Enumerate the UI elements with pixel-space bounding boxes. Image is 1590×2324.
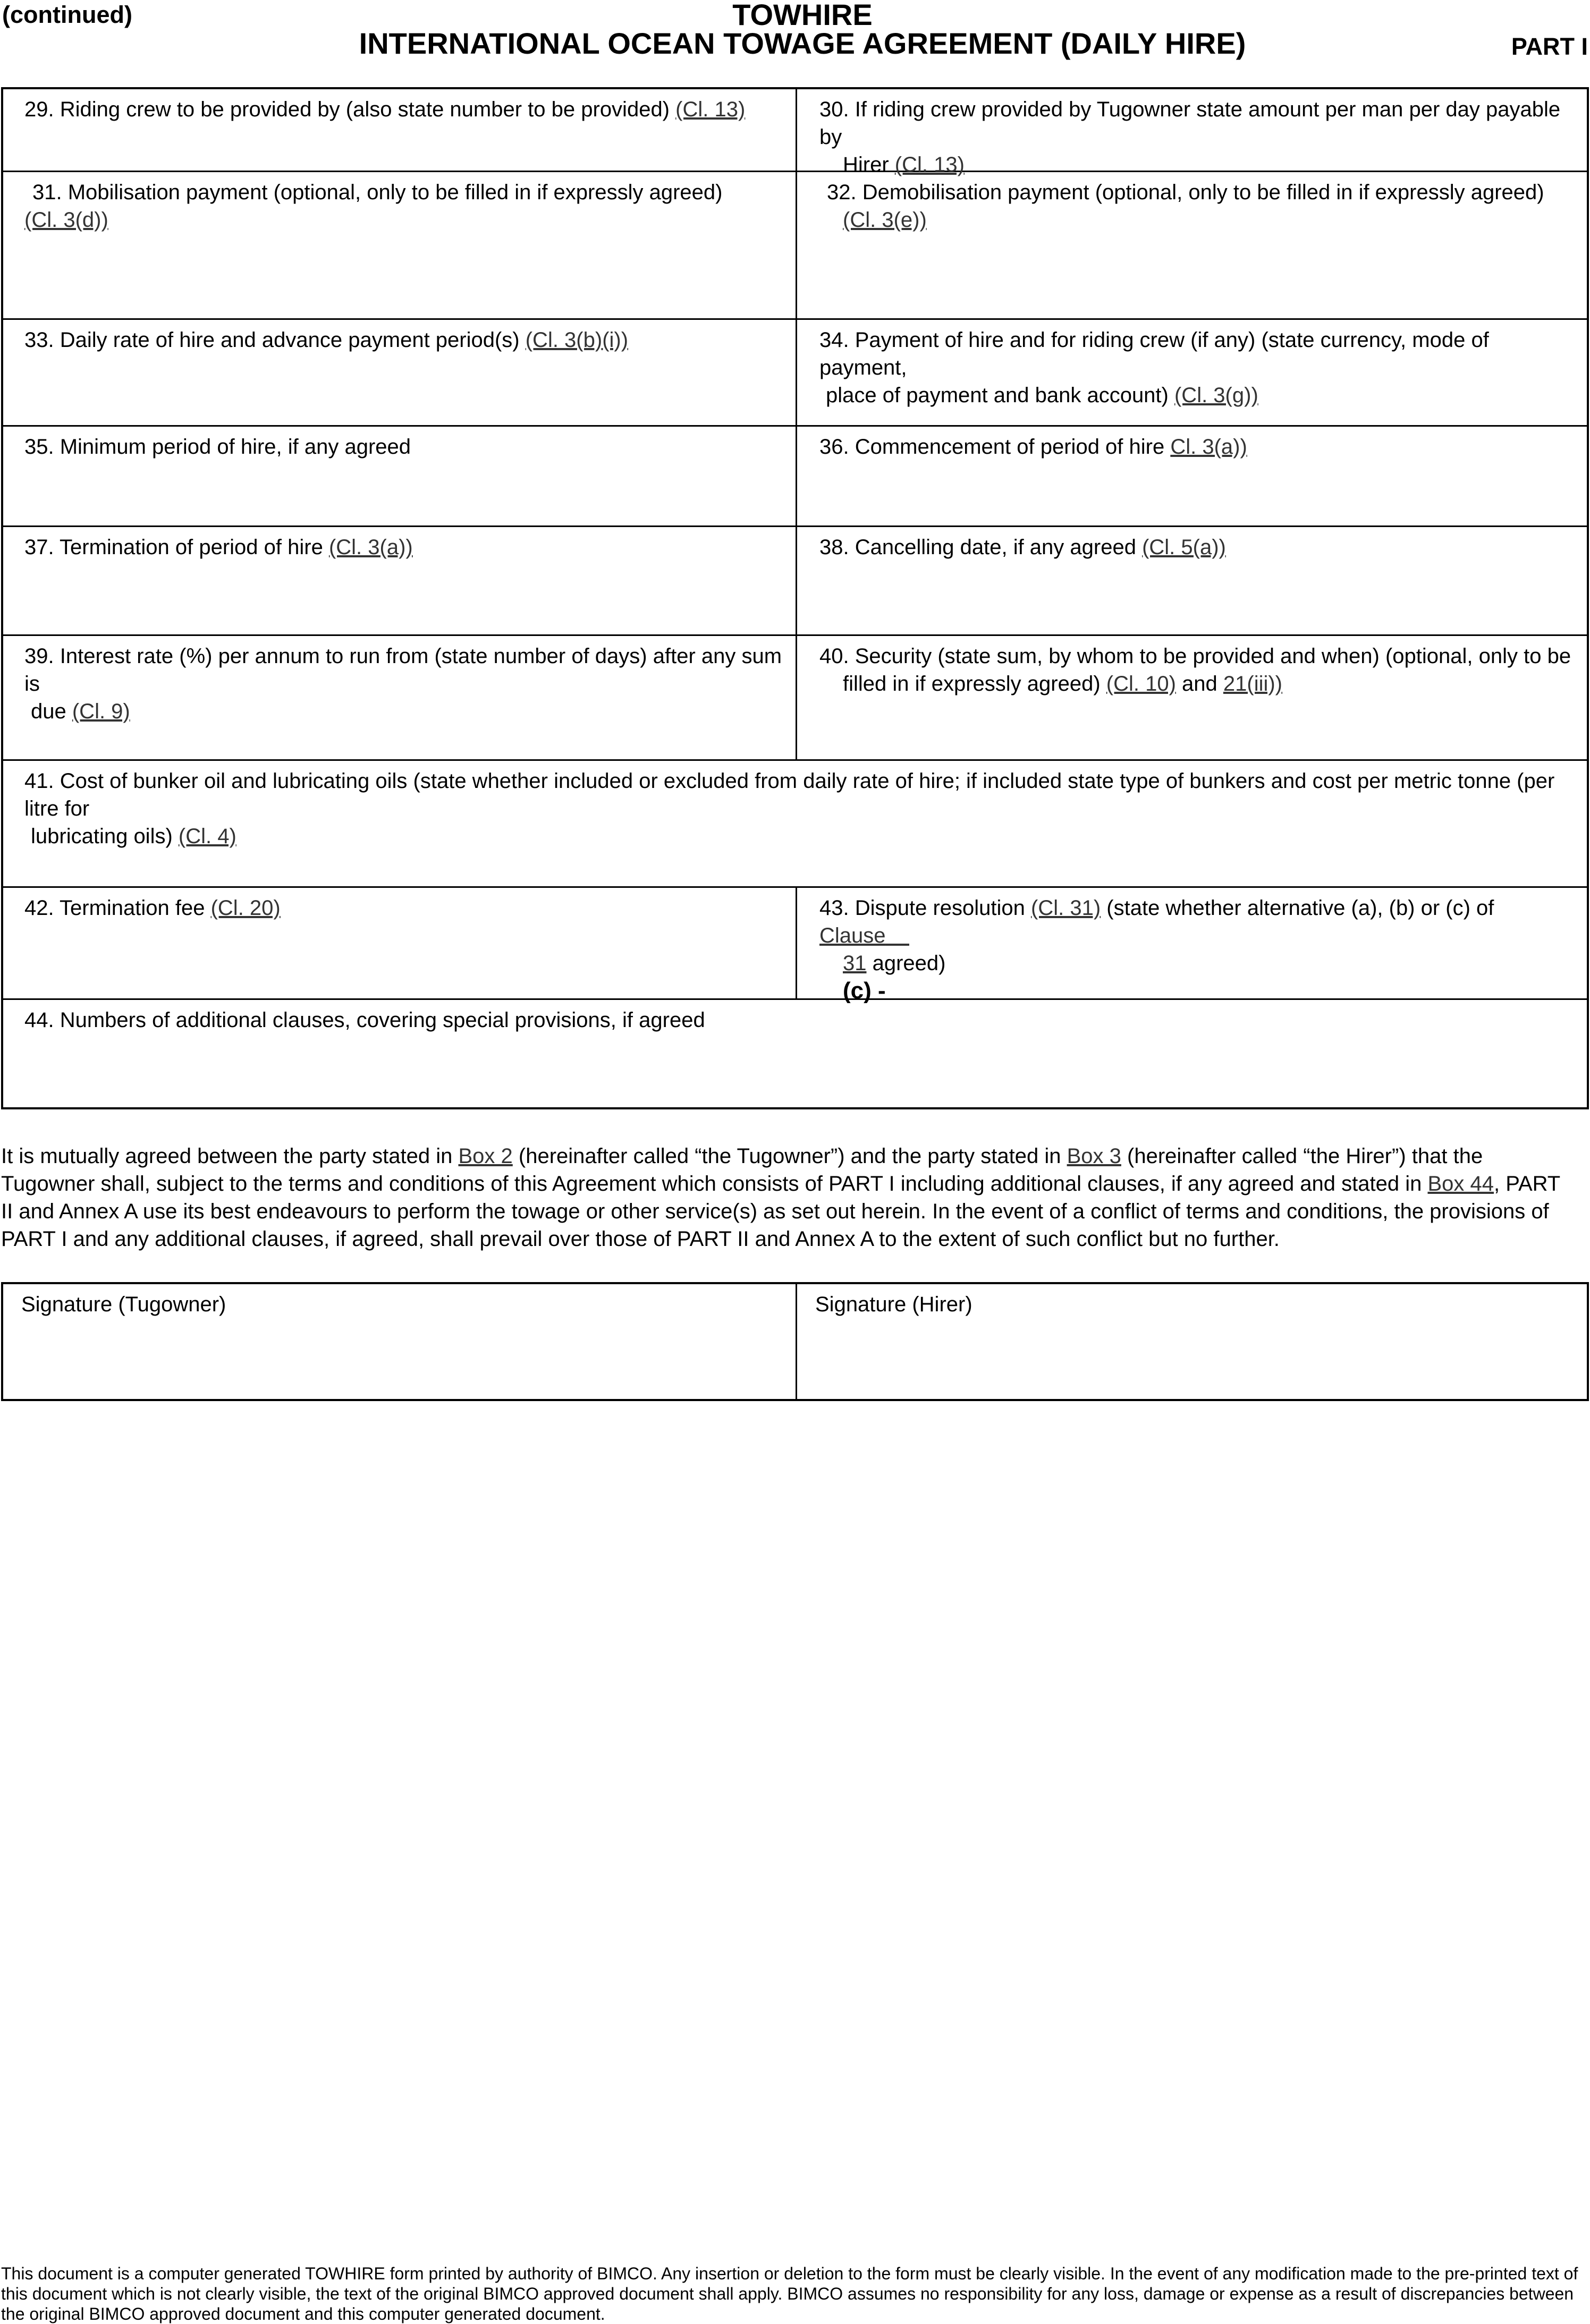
row-37-38 xyxy=(3,525,1587,634)
clause-ref-link[interactable]: (Cl. 3(d)) xyxy=(24,208,108,232)
form-name: TOWHIRE xyxy=(732,0,873,31)
box-40[interactable]: 40. Security (state sum, by whom to be provided and when) (optional, only to be filled in if expressly agreed) (Cl. 10) and 21(iii)) xyxy=(819,644,1571,695)
footer-disclaimer: This document is a computer generated TOWHIRE form printed by authority of BIMCO. Any insertion or deletion to the form must be clearly visible. In the event of any modification made to the pre-printed text of this document which is not clearly visible, the text of the original BIMCO approved document shall apply. BIMCO assumes no responsibility for any loss, damage or expense as a result of discrepancies between the original BIMCO approved document and this computer generated document. xyxy=(1,2264,1578,2323)
clause-ref-link[interactable]: (Cl. 13) xyxy=(894,153,965,176)
continued-label: (continued) xyxy=(2,1,132,28)
dispute-resolution-value[interactable]: (c) - xyxy=(843,978,886,1004)
row-35-36 xyxy=(3,425,1587,525)
clause-ref-link[interactable]: (Cl. 31) xyxy=(1031,896,1101,920)
box-29[interactable]: 29. Riding crew to be provided by (also state number to be provided) (Cl. 13) xyxy=(3,89,797,171)
box-30[interactable]: 30. If riding crew provided by Tugowner state amount per man per day payable by Hirer (Cl. 13) xyxy=(819,98,1561,176)
clause-ref-link[interactable]: 21(iii)) xyxy=(1223,672,1283,695)
box-44[interactable]: 44. Numbers of additional clauses, covering special provisions, if agreed xyxy=(24,1008,705,1032)
clause-ref-link[interactable]: (Cl. 3(a)) xyxy=(328,536,413,559)
clause-ref-link[interactable]: 31 xyxy=(843,952,867,975)
row-41 xyxy=(3,759,1587,886)
row-44 xyxy=(3,998,1587,1107)
box-2-link[interactable]: Box 2 xyxy=(458,1144,513,1168)
signature-grid xyxy=(1,1282,1589,1401)
clause-ref-link[interactable]: (Cl. 3(e)) xyxy=(843,208,927,232)
box-31[interactable]: 31. Mobilisation payment (optional, only to be filled in if expressly agreed) (Cl. 3(d)) xyxy=(3,172,797,318)
clause-ref-link[interactable]: (Cl. 4) xyxy=(178,825,236,848)
box-43[interactable]: 43. Dispute resolution (Cl. 31) (state whether alternative (a), (b) or (c) of Clause 31 agreed) (c) - xyxy=(797,888,1587,998)
row-31-32 xyxy=(3,171,1587,318)
clause-ref-link[interactable]: (Cl. 3(b)(i)) xyxy=(525,328,629,352)
box-33[interactable]: 33. Daily rate of hire and advance payment period(s) (Cl. 3(b)(i)) xyxy=(3,320,797,425)
box-34[interactable]: 34. Payment of hire and for riding crew (if any) (state currency, mode of payment, place of payment and bank account) (Cl. 3(g)) xyxy=(819,328,1489,407)
box-42[interactable]: 42. Termination fee (Cl. 20) xyxy=(3,888,797,998)
clause-ref-link[interactable]: Clause xyxy=(819,924,886,947)
box-32[interactable]: 32. Demobilisation payment (optional, only to be filled in if expressly agreed) (Cl. 3(e)) xyxy=(827,181,1544,232)
box-38[interactable]: 38. Cancelling date, if any agreed (Cl. 5(a)) xyxy=(819,536,1226,559)
clause-ref-link[interactable]: (Cl. 10) xyxy=(1106,672,1176,695)
signature-hirer[interactable]: Signature (Hirer) xyxy=(815,1293,972,1316)
box-37[interactable]: 37. Termination of period of hire (Cl. 3(a)) xyxy=(3,527,797,634)
row-42-43 xyxy=(3,886,1587,1004)
box-41[interactable]: 41. Cost of bunker oil and lubricating oils (state whether included or excluded from daily rate of hire; if included state type of bunkers and cost per metric tonne (per litre for lubricating oils) (Cl. 4) xyxy=(24,769,1555,848)
row-33-34 xyxy=(3,318,1587,425)
part-label: PART I xyxy=(1511,33,1588,60)
page-title xyxy=(0,0,1590,58)
clause-ref-link[interactable]: (Cl. 9) xyxy=(72,700,130,723)
box-35[interactable]: 35. Minimum period of hire, if any agreed xyxy=(3,427,797,525)
clause-ref-link[interactable]: Cl. 3(a)) xyxy=(1170,435,1247,459)
clause-ref-link[interactable]: (Cl. 20) xyxy=(210,896,281,920)
box-3-link[interactable]: Box 3 xyxy=(1067,1144,1121,1168)
signature-tugowner[interactable]: Signature (Tugowner) xyxy=(3,1284,797,1399)
clause-ref-link[interactable]: (Cl. 5(a)) xyxy=(1142,536,1226,559)
box-39[interactable]: 39. Interest rate (%) per annum to run from (state number of days) after any sum is due (Cl. 9) xyxy=(3,636,797,759)
clause-ref-link[interactable]: (Cl. 3(g)) xyxy=(1174,384,1258,407)
box-36[interactable]: 36. Commencement of period of hire Cl. 3(a)) xyxy=(819,435,1247,459)
row-39-40 xyxy=(3,634,1587,759)
clause-ref-link[interactable]: (Cl. 13) xyxy=(675,98,746,121)
agreement-paragraph: It is mutually agreed between the party stated in Box 2 (hereinafter called “the Tugowner”) and the party stated in Box 3 (hereinafter called “the Hirer”) that the Tugowner shall, subject to the terms and conditions of this Agreement which consists of PART I including additional clauses, if any agreed and stated in Box 44, PART II and Annex A use its best endeavours to perform the towage or other service(s) as set out herein. In the event of a conflict of terms and conditions, the provisions of PART I and any additional clauses, if agreed, shall prevail over those of PART II and Annex A to the extent of such conflict but no further. xyxy=(1,1144,1560,1251)
form-title: INTERNATIONAL OCEAN TOWAGE AGREEMENT (DAILY HIRE) xyxy=(359,27,1246,60)
box-grid xyxy=(1,87,1589,1109)
box-44-link[interactable]: Box 44 xyxy=(1427,1172,1494,1195)
row-29-30 xyxy=(3,89,1587,176)
